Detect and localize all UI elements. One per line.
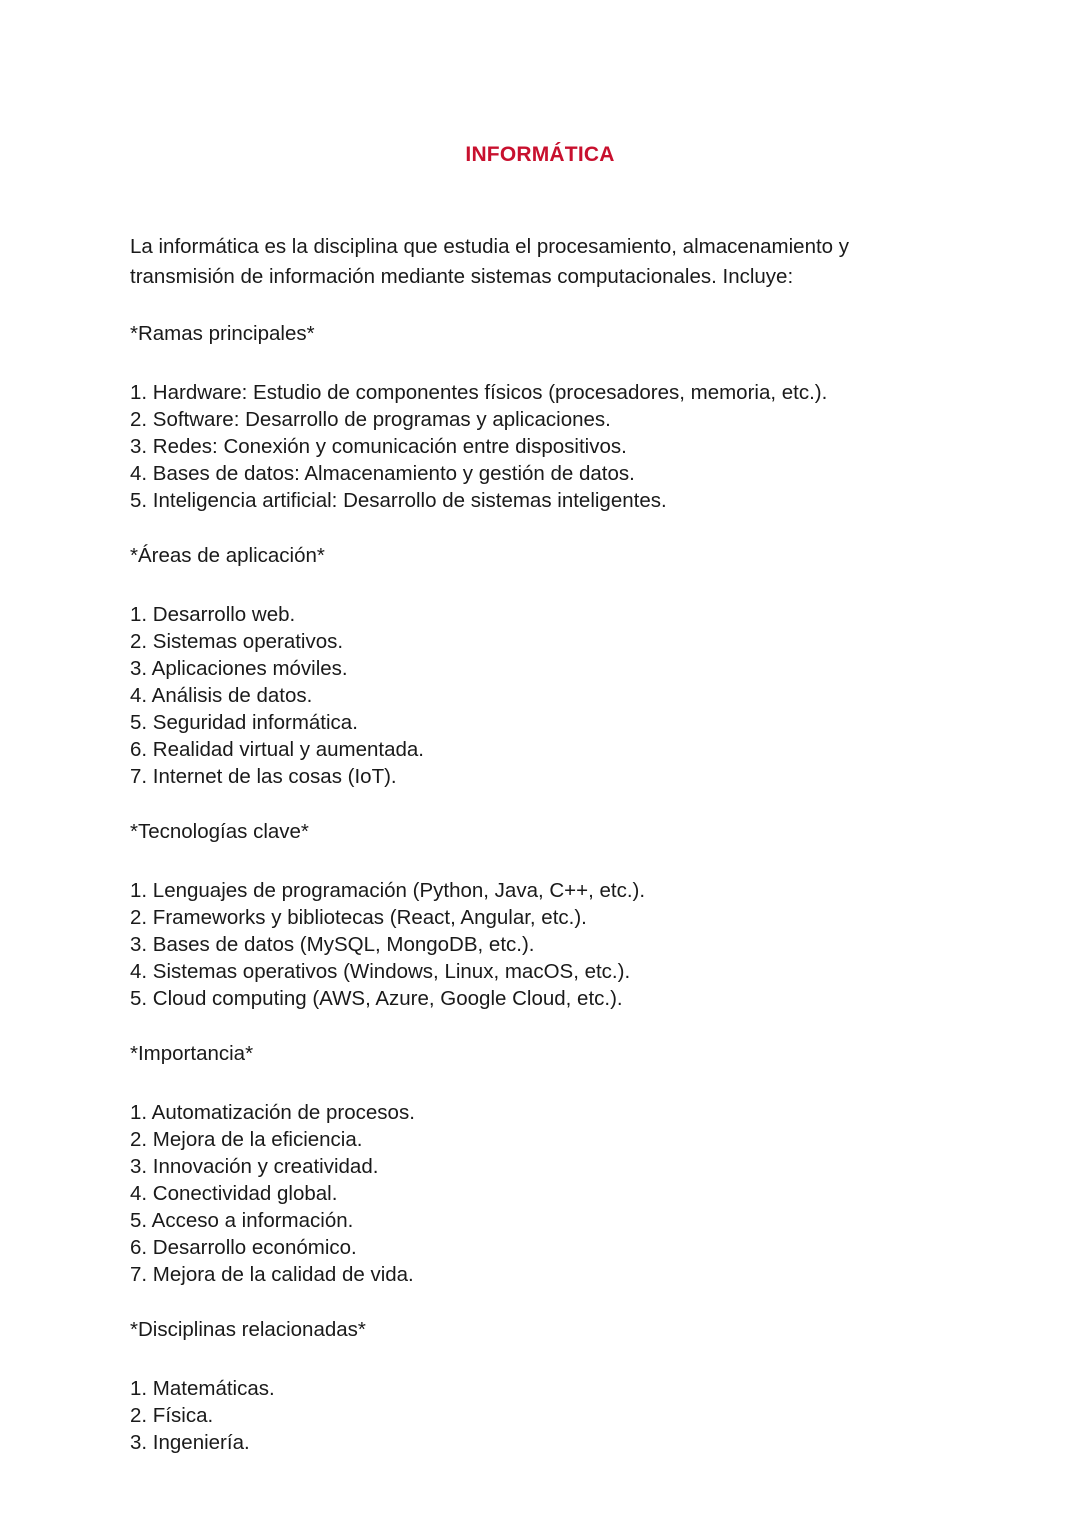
list-item: 1. Lenguajes de programación (Python, Java, C++, etc.). xyxy=(130,879,646,902)
list-item: 7. Internet de las cosas (IoT). xyxy=(130,765,397,788)
list-item: 1. Desarrollo web. xyxy=(130,603,296,626)
section-ramas-principales xyxy=(130,319,952,514)
section-item-list xyxy=(130,379,952,514)
list-item: 4. Análisis de datos. xyxy=(130,684,313,707)
list-item: 7. Mejora de la calidad de vida. xyxy=(130,1263,414,1286)
list-item: 5. Acceso a información. xyxy=(130,1209,354,1232)
list-item: 4. Sistemas operativos (Windows, Linux, macOS, etc.). xyxy=(130,960,631,983)
list-item: 1. Automatización de procesos. xyxy=(130,1101,415,1124)
list-item: 3. Bases de datos (MySQL, MongoDB, etc.). xyxy=(130,933,535,956)
list-item: 3. Ingeniería. xyxy=(130,1431,250,1454)
section-heading: *Tecnologías clave* xyxy=(130,820,309,843)
list-item: 2. Mejora de la eficiencia. xyxy=(130,1128,363,1151)
list-item: 2. Sistemas operativos. xyxy=(130,630,344,653)
list-item: 2. Software: Desarrollo de programas y aplicaciones. xyxy=(130,408,611,431)
list-item: 6. Realidad virtual y aumentada. xyxy=(130,738,425,761)
section-importancia xyxy=(130,1039,952,1288)
list-item: 1. Hardware: Estudio de componentes físicos (procesadores, memoria, etc.). xyxy=(130,381,828,404)
section-item-list xyxy=(130,1099,952,1288)
list-item: 4. Bases de datos: Almacenamiento y gestión de datos. xyxy=(130,462,635,485)
list-item: 3. Redes: Conexión y comunicación entre dispositivos. xyxy=(130,435,627,458)
section-tecnologias-clave xyxy=(130,817,952,1012)
document-body xyxy=(130,232,952,1456)
list-item: 6. Desarrollo económico. xyxy=(130,1236,357,1259)
list-item: 3. Aplicaciones móviles. xyxy=(130,657,348,680)
page-title: INFORMÁTICA xyxy=(465,143,615,167)
section-heading: *Importancia* xyxy=(130,1042,254,1065)
section-heading: *Áreas de aplicación* xyxy=(130,544,325,567)
section-item-list xyxy=(130,877,952,1012)
list-item: 5. Seguridad informática. xyxy=(130,711,358,734)
list-item: 5. Cloud computing (AWS, Azure, Google Cloud, etc.). xyxy=(130,987,623,1010)
section-item-list xyxy=(130,601,952,790)
list-item: 1. Matemáticas. xyxy=(130,1377,275,1400)
list-item: 4. Conectividad global. xyxy=(130,1182,338,1205)
section-item-list xyxy=(130,1375,952,1456)
list-item: 2. Frameworks y bibliotecas (React, Angular, etc.). xyxy=(130,906,587,929)
section-disciplinas-relacionadas xyxy=(130,1315,952,1456)
section-areas-de-aplicacion xyxy=(130,541,952,790)
list-item: 5. Inteligencia artificial: Desarrollo de sistemas inteligentes. xyxy=(130,489,667,512)
section-heading: *Disciplinas relacionadas* xyxy=(130,1318,366,1341)
intro-paragraph: La informática es la disciplina que estudia el procesamiento, almacenamiento y transmisión de información mediante sistemas computacionales. Incluye: xyxy=(130,235,850,288)
list-item: 3. Innovación y creatividad. xyxy=(130,1155,379,1178)
section-heading: *Ramas principales* xyxy=(130,322,315,345)
list-item: 2. Física. xyxy=(130,1404,214,1427)
